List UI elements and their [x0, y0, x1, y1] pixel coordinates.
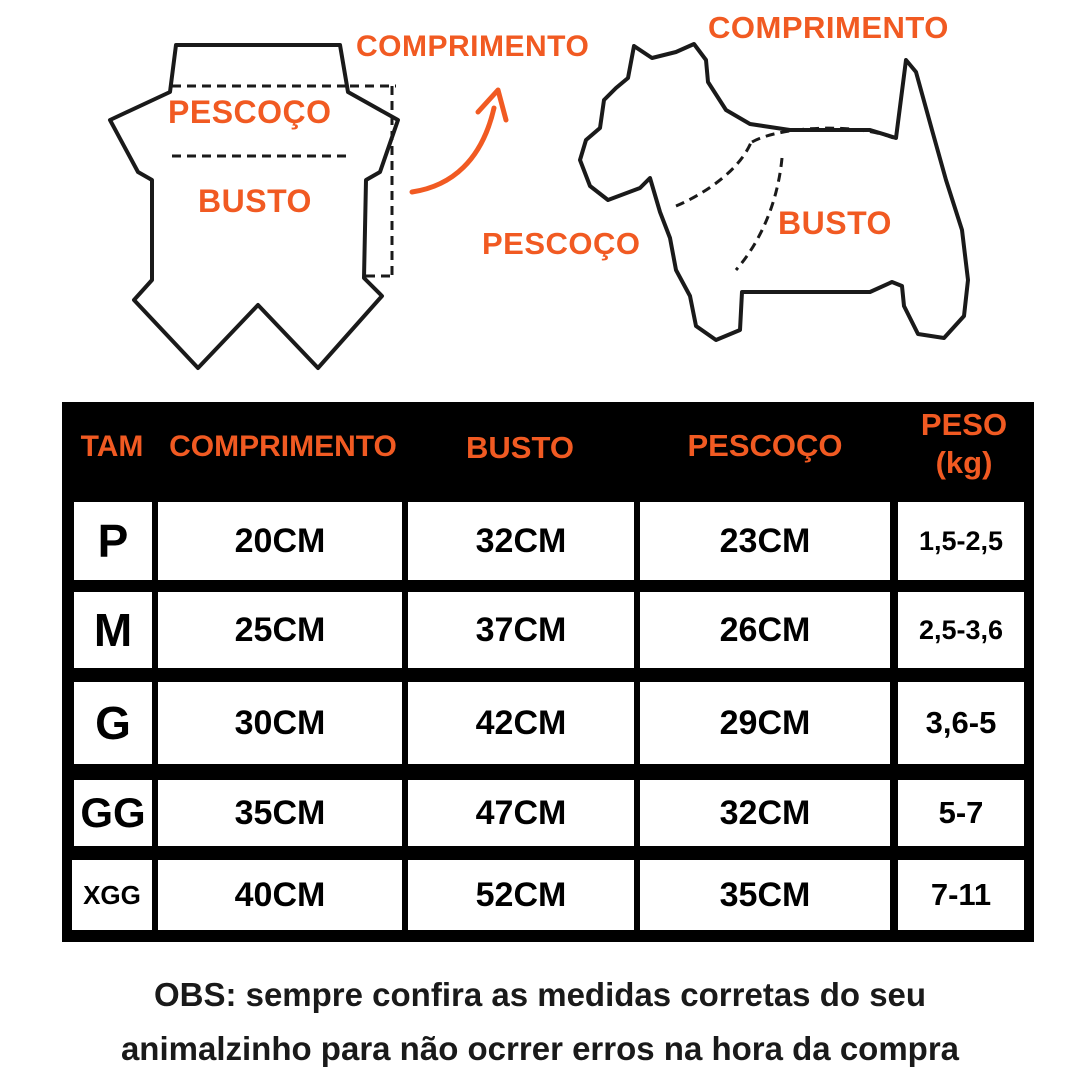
weight-cell: 1,5-2,5	[898, 502, 1024, 580]
size-cell: M	[74, 592, 152, 668]
weight-cell: 5-7	[898, 780, 1024, 846]
length-cell: 20CM	[158, 502, 402, 580]
note-line-2: animalzinho para não ocrrer erros na hora da compra	[120, 1030, 960, 1067]
header-length: COMPRIMENTO	[169, 430, 397, 463]
bust-cell: 47CM	[408, 780, 634, 846]
length-cell: 40CM	[158, 860, 402, 930]
bust-cell: 32CM	[408, 502, 634, 580]
garment-bust-label: BUSTO	[198, 183, 312, 219]
dog-bust-label: BUSTO	[778, 205, 892, 241]
size-cell: GG	[74, 780, 152, 846]
length-cell: 30CM	[158, 682, 402, 764]
length-cell: 25CM	[158, 592, 402, 668]
note-line-1: OBS: sempre confira as medidas corretas do seu	[153, 976, 927, 1013]
header-size: TAM	[80, 430, 144, 463]
header-weight-line1: PESO	[920, 407, 1008, 442]
size-cell: P	[74, 502, 152, 580]
garment-length-label: COMPRIMENTO	[356, 30, 590, 63]
neck-cell: 26CM	[640, 592, 890, 668]
garment-neck-label: PESCOÇO	[168, 94, 332, 130]
neck-cell: 23CM	[640, 502, 890, 580]
bust-cell: 52CM	[408, 860, 634, 930]
neck-cell: 32CM	[640, 780, 890, 846]
header-weight	[900, 406, 1028, 482]
neck-cell: 29CM	[640, 682, 890, 764]
dog-neck-label: PESCOÇO	[482, 226, 641, 261]
header-bust: BUSTO	[466, 430, 574, 465]
weight-cell: 3,6-5	[898, 682, 1024, 764]
size-cell: G	[74, 682, 152, 764]
dog-neck-dash	[676, 140, 752, 206]
dog-outline	[580, 44, 968, 340]
weight-cell: 7-11	[898, 860, 1024, 930]
size-cell: XGG	[72, 860, 152, 930]
header-weight-line2: (kg)	[935, 445, 993, 480]
bust-cell: 42CM	[408, 682, 634, 764]
size-table	[62, 402, 1034, 942]
dog-length-label: COMPRIMENTO	[708, 10, 949, 45]
header-neck: PESCOÇO	[687, 428, 843, 463]
dog-bust-dash	[736, 158, 782, 270]
bust-cell: 37CM	[408, 592, 634, 668]
weight-cell: 2,5-3,6	[898, 592, 1024, 668]
length-cell: 35CM	[158, 780, 402, 846]
orange-arrow	[412, 108, 494, 192]
measurement-diagram	[0, 0, 1080, 390]
neck-cell: 35CM	[640, 860, 890, 930]
